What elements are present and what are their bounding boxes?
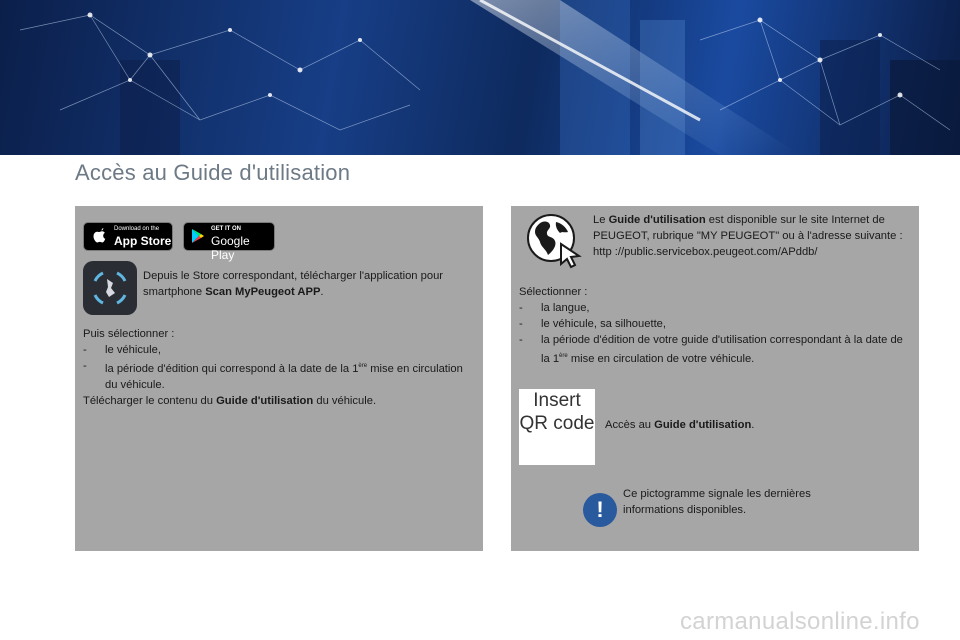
list-dash: - (83, 360, 87, 372)
select-intro: Sélectionner : (519, 286, 588, 298)
guide-url: http ://public.servicebox.peugeot.com/APddb/ (593, 246, 818, 258)
apple-icon (92, 228, 106, 244)
info-alert-icon: ! (583, 493, 617, 527)
guide-availability-text (593, 212, 911, 260)
google-play-badge-small-text: GET IT ON (211, 226, 241, 232)
app-download-panel (75, 206, 483, 551)
download-suffix: du véhicule. (313, 395, 377, 407)
superscript: ère (559, 353, 568, 359)
list-dash: - (519, 334, 523, 346)
watermark: carmanualsonline.info (680, 608, 920, 635)
list-item (519, 332, 911, 367)
app-store-badge-small-text: Download on the (114, 226, 160, 232)
list-dash: - (83, 344, 87, 356)
app-name: Scan MyPeugeot APP (205, 286, 321, 298)
guide-text-prefix: Le (593, 214, 609, 226)
select-intro: Puis sélectionner : (83, 328, 175, 340)
scan-mypeugeot-app-icon (83, 261, 137, 315)
list-item-text: la période d'édition de votre guide d'utilisation correspondant à la date de la 1 (541, 334, 903, 365)
download-bold: Guide d'utilisation (216, 395, 314, 407)
globe-cursor-icon (525, 212, 583, 270)
header-banner-image (0, 0, 960, 155)
store-text-suffix: . (320, 286, 324, 298)
scan-frame-icon (83, 261, 137, 315)
list-dash: - (519, 302, 523, 314)
store-text-prefix: Depuis le Store correspondant, télécharger l'application pour smartphone (143, 270, 444, 298)
list-item-text: le véhicule, sa silhouette, (541, 318, 667, 330)
list-item-text: la période d'édition qui correspond à la date de la 1 (105, 363, 359, 375)
guide-text-bold: Guide d'utilisation (608, 214, 706, 226)
google-play-icon (192, 229, 204, 243)
qr-code-placeholder: Insert QR code (519, 389, 595, 465)
access-bold: Guide d'utilisation (654, 419, 752, 431)
network-city-graphic (0, 0, 960, 155)
list-item-text: la langue, (541, 302, 590, 314)
store-instructions (143, 268, 473, 300)
app-store-badge-label: App Store (114, 234, 172, 248)
left-instructions (83, 326, 463, 409)
download-prefix: Télécharger le contenu du (83, 395, 217, 407)
download-instruction (83, 393, 463, 409)
list-item (83, 342, 463, 358)
list-dash: - (519, 318, 523, 330)
google-play-badge[interactable] (183, 222, 275, 262)
list-item (519, 300, 911, 316)
access-guide-text (605, 417, 905, 433)
app-store-badge[interactable] (83, 222, 173, 251)
google-play-badge-label: Google Play (211, 234, 250, 262)
list-item-text-suffix: mise en circulation de votre véhicule. (567, 353, 755, 365)
list-item (83, 358, 463, 393)
superscript: ère (358, 363, 368, 369)
right-instructions (519, 284, 911, 367)
access-prefix: Accès au (605, 419, 655, 431)
pictogram-note: Ce pictogramme signale les dernières informations disponibles. (623, 488, 811, 516)
list-item (519, 316, 911, 332)
page-title: Accès au Guide d'utilisation (75, 160, 351, 185)
website-panel (511, 206, 919, 551)
access-suffix: . (751, 419, 755, 431)
guide-text-suffix: est disponible sur le site Internet de PEUGEOT, rubrique "MY PEUGEOT" ou à l'adresse suivante : (593, 214, 903, 242)
list-item-text: le véhicule, (105, 344, 161, 356)
list-item-text-suffix: mise en circulation du véhicule. (105, 363, 463, 391)
